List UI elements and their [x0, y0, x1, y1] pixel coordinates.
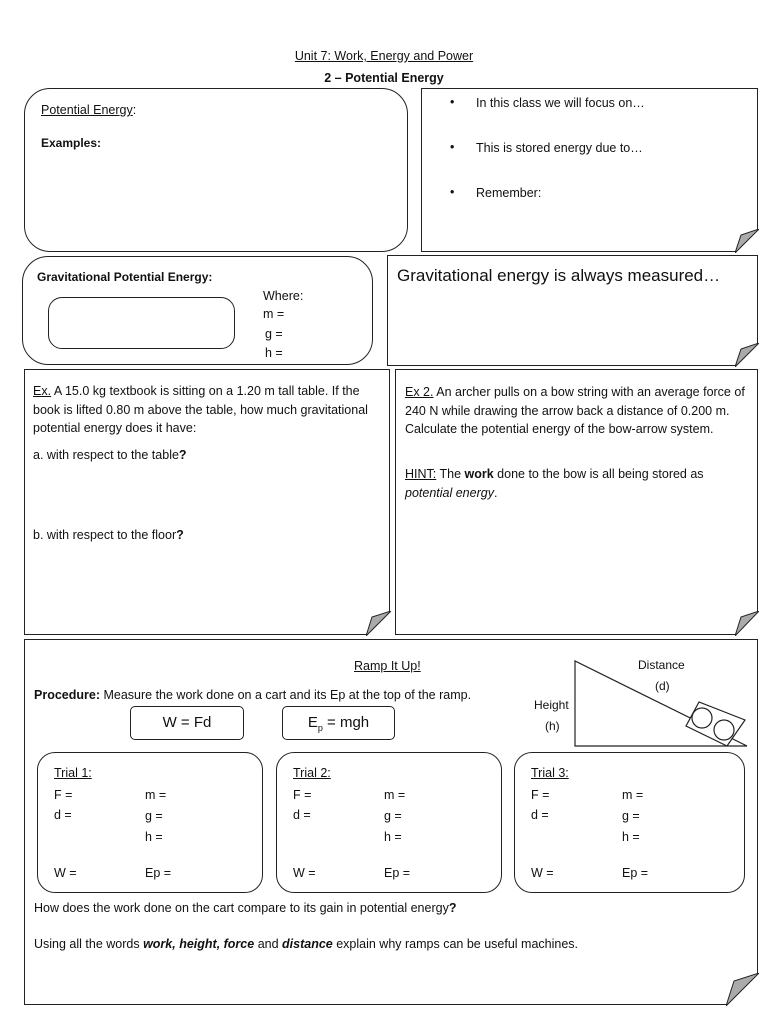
page-curl-icon — [735, 343, 759, 367]
part-a: a. with respect to the table? — [33, 448, 187, 462]
trial-d: d = — [531, 808, 549, 822]
formula-ep: $E_p$ = mgh — [282, 706, 395, 740]
example-2-text: Ex 2. An archer pulls on a bow string with an average force of 240 N while drawing the arrow back a distance of 0.200 m. Calculate the potential energy of the bow-arrow system. — [405, 385, 745, 436]
focus-note-box — [421, 88, 758, 252]
lesson-title: 2 – Potential Energy — [324, 71, 444, 85]
var-g: g = — [265, 327, 283, 341]
trial-h: h = — [384, 830, 402, 844]
trial-2-box — [276, 752, 502, 893]
trial-m: m = — [384, 788, 406, 802]
gpe-heading: Gravitational Potential Energy: — [37, 270, 213, 284]
part-b: b. with respect to the floor? — [33, 528, 184, 542]
trial-f: F = — [293, 788, 312, 802]
trial-d: d = — [54, 808, 72, 822]
ramp-section — [24, 639, 758, 1005]
height-label: Height — [534, 698, 569, 712]
cart-icon — [686, 702, 745, 746]
hint-text: HINT: The work done to the bow is all being stored as potential energy. — [405, 467, 704, 500]
measured-box — [387, 255, 758, 366]
trial-m: m = — [622, 788, 644, 802]
examples-label: Examples: — [41, 136, 102, 150]
unit-title: Unit 7: Work, Energy and Power — [294, 49, 474, 63]
trial-w: W = — [531, 866, 554, 880]
trial-h: h = — [145, 830, 163, 844]
ramp-title: Ramp It Up! — [354, 659, 421, 673]
question-1: How does the work done on the cart compare to its gain in potential energy? — [34, 901, 457, 915]
trial-ep: Ep = — [384, 866, 411, 880]
trial-label: Trial 3: — [531, 766, 569, 780]
page-curl-icon — [735, 229, 759, 253]
trial-d: d = — [293, 808, 311, 822]
focus-bullet-1: In this class we will focus on… — [476, 96, 645, 110]
focus-bullet-3: Remember: — [476, 186, 542, 200]
distance-label: Distance — [638, 658, 685, 672]
where-label: Where: — [263, 289, 304, 303]
trial-label: Trial 1: — [54, 766, 92, 780]
trial-g: g = — [145, 809, 163, 823]
distance-symbol: (d) — [655, 679, 670, 693]
page-curl-icon — [726, 973, 759, 1006]
trial-1-box — [37, 752, 263, 893]
page-curl-icon — [366, 611, 391, 636]
trial-w: W = — [293, 866, 316, 880]
trial-ep: Ep = — [145, 866, 172, 880]
procedure-text: Procedure: Measure the work done on a cart and its Ep at the top of the ramp. — [34, 688, 472, 702]
page-curl-icon — [735, 611, 759, 636]
pe-heading: Potential Energy: — [41, 103, 137, 117]
var-m: m = — [263, 307, 285, 321]
formula-work: W = Fd — [130, 706, 244, 740]
measured-text: Gravitational energy is always measured… — [397, 266, 721, 285]
height-symbol: (h) — [545, 719, 560, 733]
trial-g: g = — [384, 809, 402, 823]
bullet-1: • — [450, 95, 455, 109]
trial-g: g = — [622, 809, 640, 823]
trial-3-box — [514, 752, 745, 893]
bullet-2: • — [450, 140, 455, 154]
var-h: h = — [265, 346, 283, 360]
trial-f: F = — [54, 788, 73, 802]
trial-w: W = — [54, 866, 77, 880]
focus-bullet-2: This is stored energy due to… — [476, 141, 643, 155]
gpe-formula-blank — [48, 297, 235, 349]
potential-energy-box — [24, 88, 408, 252]
question-2: Using all the words work, height, force and distance explain why ramps can be useful machines. — [34, 937, 579, 951]
trial-h: h = — [622, 830, 640, 844]
trial-label: Trial 2: — [293, 766, 331, 780]
trial-m: m = — [145, 788, 167, 802]
example-2-box — [395, 369, 758, 635]
trial-ep: Ep = — [622, 866, 649, 880]
bullet-3: • — [450, 185, 455, 199]
example-1-text: Ex. A 15.0 kg textbook is sitting on a 1.20 m tall table. If the book is lifted 0.80 m above the table, how much gravitational potential energy does it have: — [33, 384, 368, 435]
example-1-box — [24, 369, 390, 635]
trial-f: F = — [531, 788, 550, 802]
gpe-box — [22, 256, 373, 365]
